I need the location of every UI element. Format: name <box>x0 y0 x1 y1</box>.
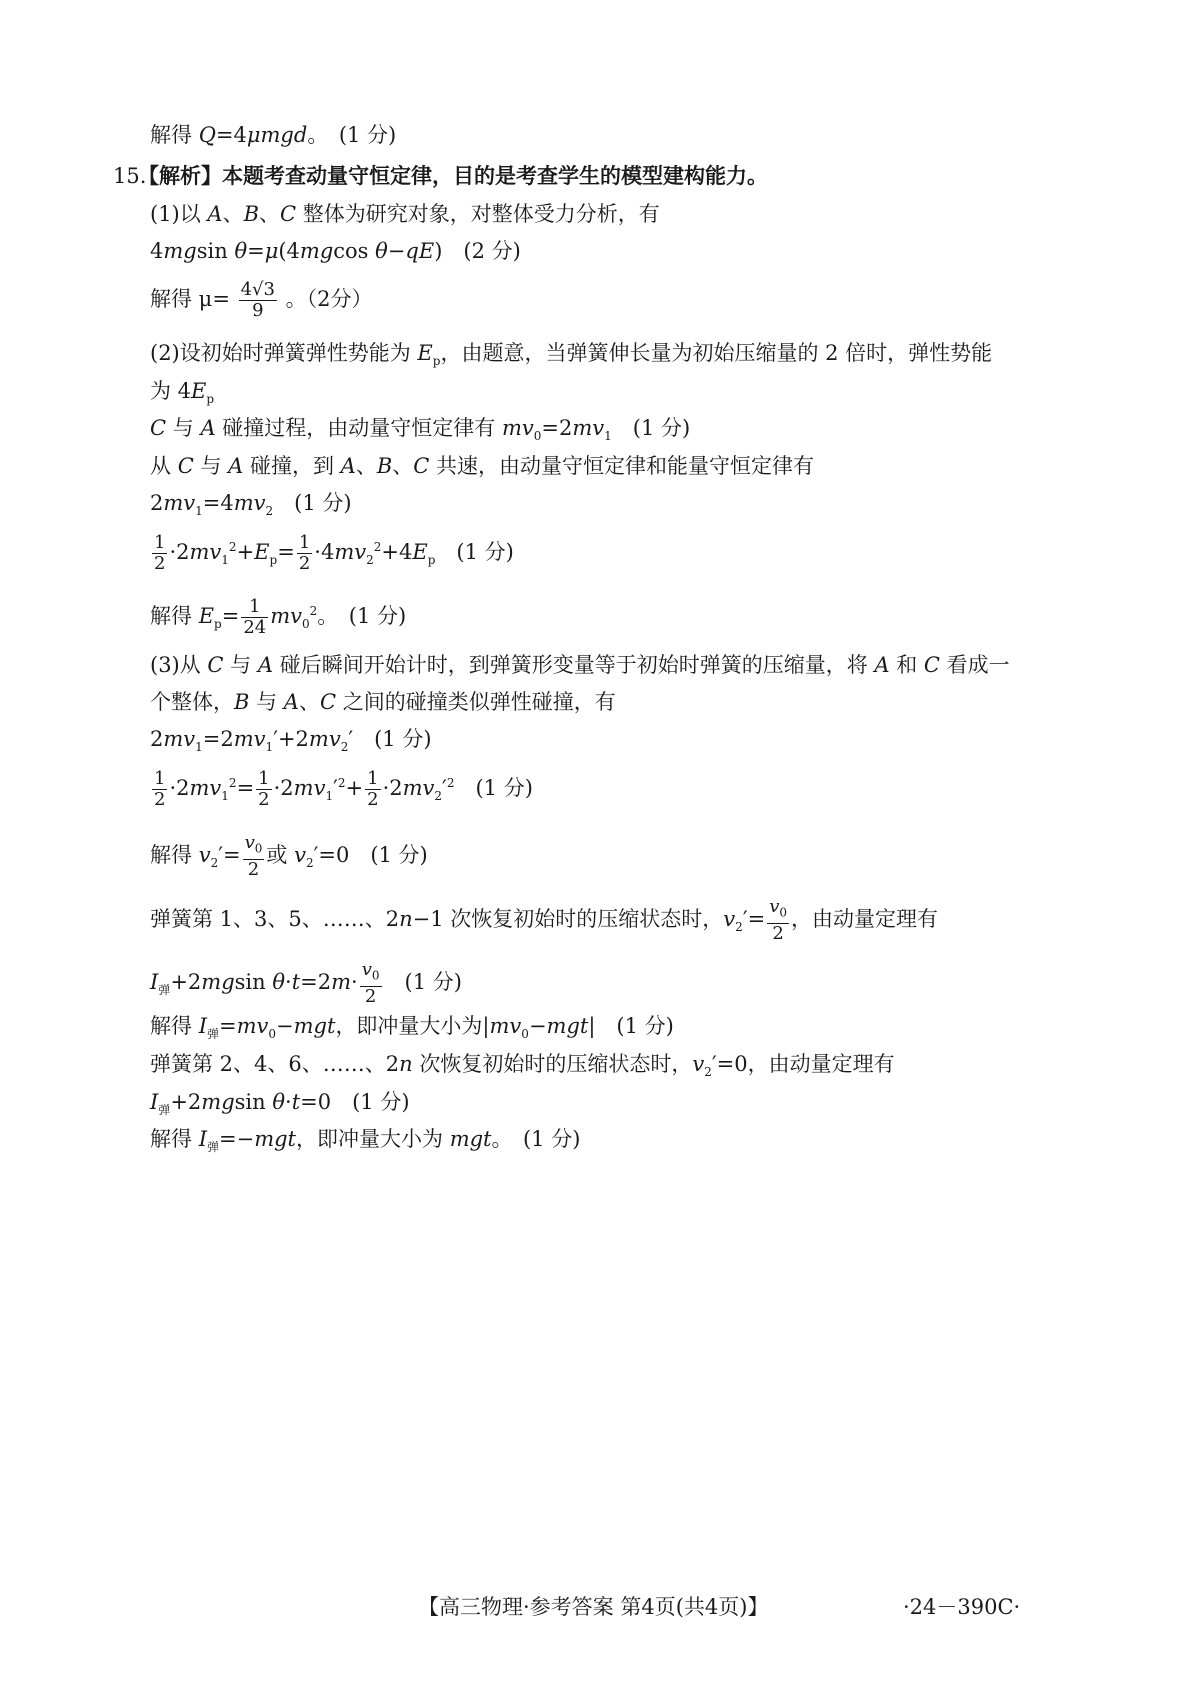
fraction-numerator: 4√3 <box>240 279 275 300</box>
part3-momentum: $2mv_1=2mv_1'+2mv_2'$ (1 分) <box>150 727 432 755</box>
part1-equation: 4mgsin θ=μ(4mgcos θ−qE) (2 分) <box>150 239 521 263</box>
part1-result-prefix: 解得 μ= <box>150 287 230 311</box>
fraction-mu <box>239 280 277 321</box>
part3-even-case: 弹簧第 2、4、6、……、2n 次恢复初始时的压缩状态时，$v_2'=0$，由动量定理有 <box>150 1052 895 1080</box>
part3-velocity-result: 解得 $v_2'=$ $\frac{v_0}{2}$ 或 $v_2'=0$ (1 分) <box>150 832 428 880</box>
part2-result: 解得 $E_p=$ $\frac{1}{24}$ $mv_0^2$。 (1 分) <box>150 596 407 638</box>
part3-intro-b: 个整体，B 与 A、C 之间的碰撞类似弹性碰撞，有 <box>150 690 616 714</box>
q15-heading: 【解析】本题考查动量守恒定律，目的是考查学生的模型建构能力。 <box>138 163 768 188</box>
fraction-denominator: 9 <box>252 300 264 321</box>
footer-code: ·24－390C· <box>903 1595 1021 1619</box>
footer-title: 【高三物理·参考答案 第4页(共4页)】 <box>418 1595 769 1619</box>
part2-statement: 从 C 与 A 碰撞，到 A、B、C 共速，由动量守恒定律和能量守恒定律有 <box>150 454 815 478</box>
part3-impulse-result-odd: 解得 $I_弹=mv_0-mgt$，即冲量大小为$|mv_0-mgt|$ (1 分) <box>150 1014 674 1042</box>
part3-impulse-eq-odd: $I_弹+2mgsin$ θ·t=2m· $\frac{v_0}{2}$ (1 分) <box>150 959 462 1007</box>
part2-intro-b: 为 $4E_p$ <box>150 379 215 407</box>
part2-intro-a: (2)设初始时弹簧弹性势能为 $E_p$，由题意，当弹簧伸长量为初始压缩量的 2 倍时，弹性势能 <box>150 341 993 369</box>
part3-energy: $\frac{1}{2}$ $\cdot 2mv_1^2=$ $\frac{1}{2}$ $\cdot 2mv_1'^2+$ $\frac{1}{2}$ $\cdot 2mv_2'^2$ (1 分) <box>154 768 533 810</box>
part2-collision: C 与 A 碰撞过程，由动量守恒定律有 $mv_0=2mv_1$ (1 分) <box>150 416 691 444</box>
part3-impulse-result-even: 解得 $I_弹=-mgt$，即冲量大小为 mgt。 (1 分) <box>150 1127 581 1155</box>
q15-number: 15. <box>113 164 147 188</box>
part1-result <box>150 280 373 321</box>
part3-impulse-eq-even: $I_弹+2mgsin$ θ·t=0 (1 分) <box>150 1090 410 1118</box>
line-q14-result: 解得 Q=4μmgd。 (1 分) <box>150 123 397 147</box>
part1-result-suffix: 。（2分） <box>285 287 373 311</box>
part3-odd-case: 弹簧第 1、3、5、……、2n−1 次恢复初始时的压缩状态时，$v_2'=$ $\frac{v_0}{2}$ ，由动量定理有 <box>150 896 938 944</box>
part1-intro: (1)以 A、B、C 整体为研究对象，对整体受力分析，有 <box>150 202 660 226</box>
part3-intro-a: (3)从 C 与 A 碰后瞬间开始计时，到弹簧形变量等于初始时弹簧的压缩量，将 A 和 C 看成一 <box>150 653 1010 677</box>
part2-momentum: $2mv_1=4mv_2$ (1 分) <box>150 491 352 519</box>
part2-energy: $\frac{1}{2}$ $\cdot 2mv_1^2+E_p=$ $\frac{1}{2}$ $\cdot 4mv_2^2+4E_p$ (1 分) <box>154 532 514 574</box>
